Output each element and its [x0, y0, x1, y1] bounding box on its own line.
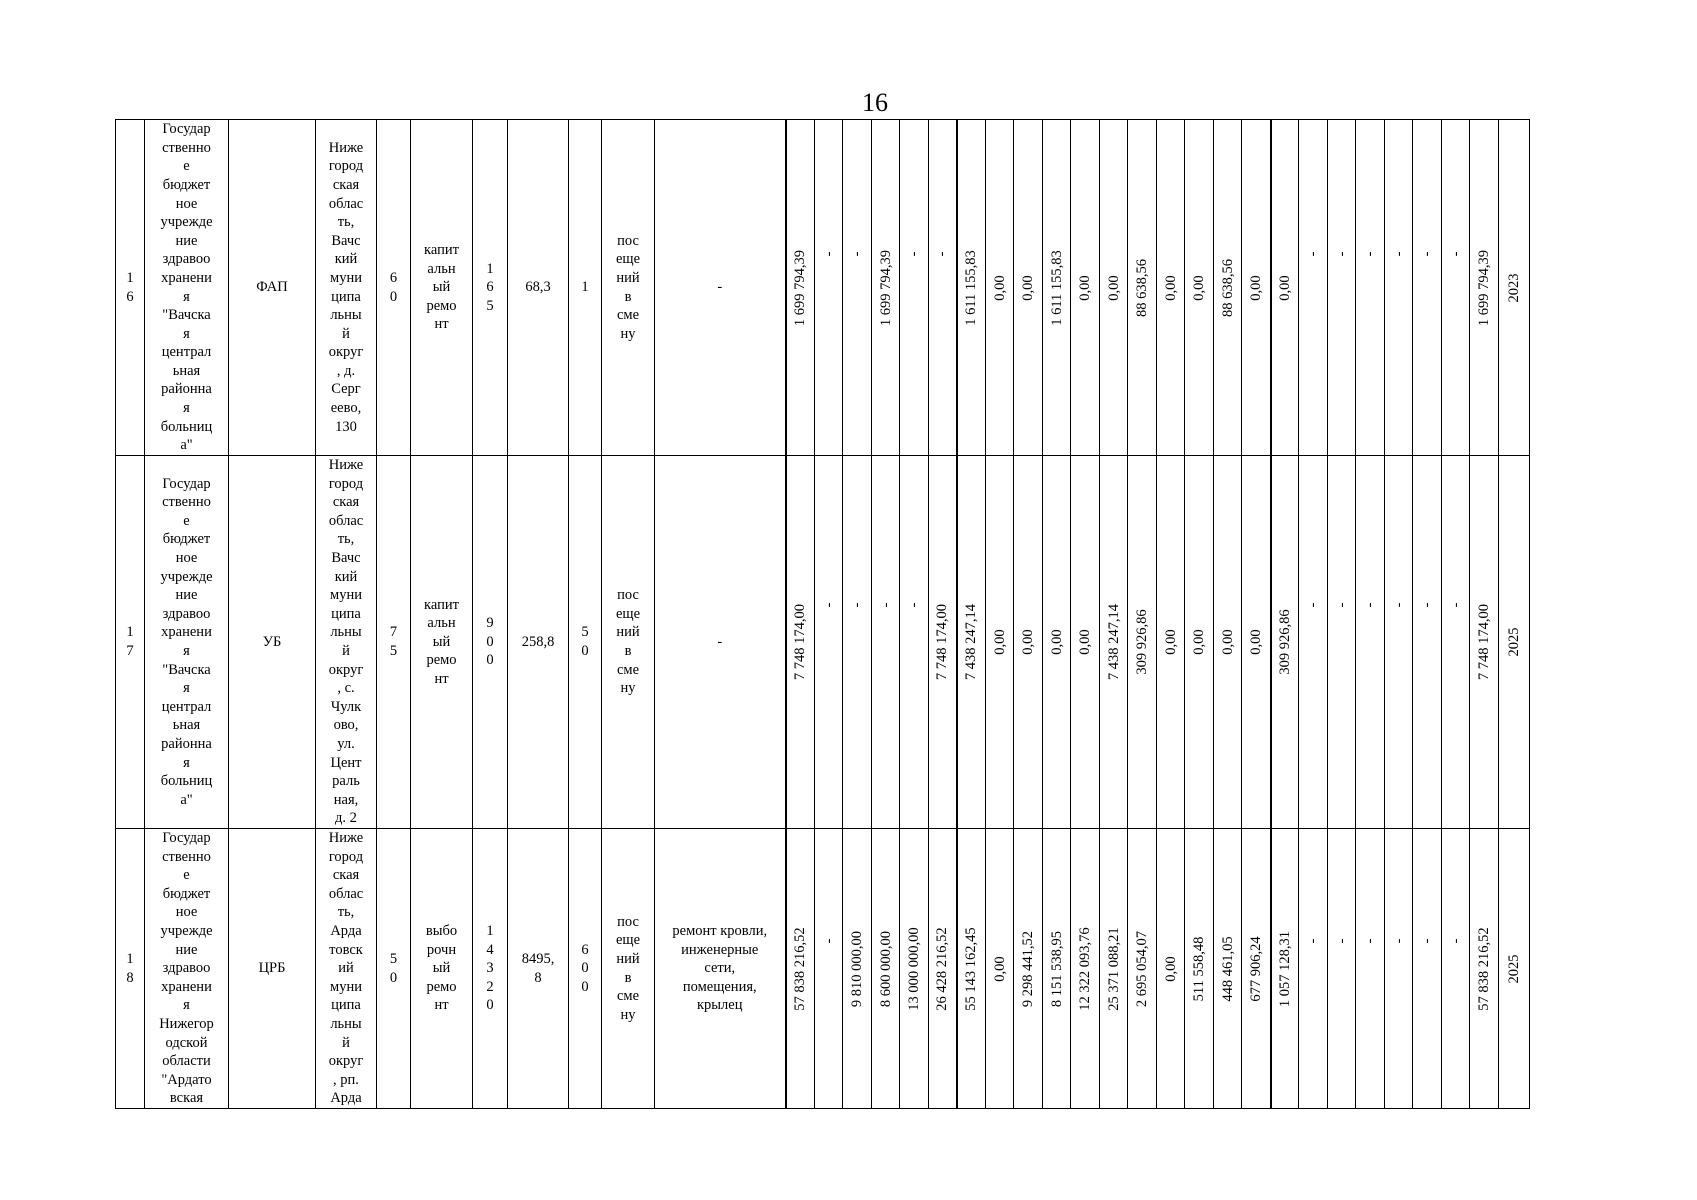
- facility-type-cell-text: УБ: [262, 633, 282, 650]
- table-row: [116, 456, 1530, 829]
- address-cell-text: Ниже город ская облас ть, Вачс кий муни ципа льны й округ , д. Серг еево, 130: [328, 139, 364, 435]
- value-cell: [1128, 120, 1157, 456]
- value-cell: [986, 456, 1014, 829]
- staff-cell-text: 6 0 0: [581, 941, 589, 995]
- area-cell: [508, 120, 569, 456]
- value-text: 0,00: [1077, 274, 1093, 301]
- value-text: -: [1362, 602, 1378, 608]
- value-cell: [1043, 120, 1071, 456]
- value-cell: [1328, 829, 1356, 1109]
- value-text: 2023: [1506, 273, 1522, 302]
- institution-cell-text: Государ ственно е бюджет ное учрежде ние здравоо хранени я "Вачска я централ ьная районна я больниц а": [160, 475, 213, 808]
- facility-type-cell-text: ФАП: [256, 279, 288, 296]
- value-text: -: [1305, 938, 1321, 944]
- capacity-cell: [377, 829, 411, 1109]
- value-text: -: [1390, 602, 1407, 608]
- staff-cell: [569, 456, 602, 829]
- work-type-cell: [411, 120, 473, 456]
- value-text: 9 810 000,00: [849, 930, 865, 1007]
- value-text: 0,00: [1162, 274, 1179, 301]
- count-cell-text: 1 6 5: [486, 260, 494, 314]
- value-text: 0,00: [1162, 955, 1179, 982]
- value-cell: [1157, 120, 1185, 456]
- value-text: -: [1362, 251, 1378, 257]
- value-text: 0,00: [1191, 274, 1207, 301]
- value-cell: [1271, 120, 1299, 456]
- value-cell: [1442, 120, 1470, 456]
- value-text: 9 298 441,52: [1020, 930, 1036, 1007]
- unit-cell-text: пос еще ний в сме ну: [615, 232, 641, 342]
- value-text: 1 611 155,83: [963, 249, 980, 326]
- value-text: -: [820, 602, 837, 608]
- value-text: 0,00: [1020, 629, 1036, 655]
- description-cell-text: ремонт кровли, инженерные сети, помещения, крылец: [672, 923, 768, 1014]
- value-cell: [1071, 120, 1100, 456]
- value-cell: [786, 829, 815, 1109]
- capacity-cell-text: 7 5: [389, 624, 398, 659]
- row-number-cell-text: 1 6: [126, 269, 134, 305]
- work-type-cell-text: капит альн ый ремо нт: [424, 596, 459, 687]
- value-text: -: [820, 938, 837, 944]
- value-cell: [1271, 829, 1299, 1109]
- value-cell: [929, 120, 957, 456]
- value-cell: [1185, 120, 1214, 456]
- value-text: -: [1419, 251, 1435, 257]
- value-cell: [1385, 829, 1413, 1109]
- value-text: 0,00: [1191, 629, 1207, 655]
- value-cell: [1356, 120, 1385, 456]
- value-text: 8 600 000,00: [877, 930, 894, 1007]
- value-cell: [843, 456, 872, 829]
- value-cell: [1328, 456, 1356, 829]
- value-text: 0,00: [1219, 629, 1236, 655]
- unit-cell-text: пос еще ний в сме ну: [615, 913, 641, 1023]
- description-cell-text: -: [717, 279, 723, 296]
- address-cell: [316, 120, 377, 456]
- value-cell: [1100, 829, 1128, 1109]
- value-cell: [1499, 456, 1530, 829]
- work-type-cell-text: выбо рочн ый ремо нт: [425, 923, 458, 1014]
- value-text: 1 611 155,83: [1048, 249, 1065, 326]
- value-text: 55 143 162,45: [963, 926, 980, 1011]
- value-cell: [1043, 456, 1071, 829]
- value-cell: [929, 829, 957, 1109]
- value-text: 57 838 216,52: [1476, 926, 1492, 1011]
- value-text: 7 438 247,14: [963, 603, 980, 681]
- count-cell: [473, 120, 508, 456]
- value-text: 7 748 174,00: [1476, 603, 1492, 681]
- value-cell: [900, 829, 929, 1109]
- value-text: -: [934, 251, 951, 257]
- value-text: -: [849, 602, 865, 608]
- value-text: -: [1390, 938, 1407, 944]
- description-cell: [655, 456, 786, 829]
- value-cell: [900, 456, 929, 829]
- value-cell: [1242, 456, 1271, 829]
- unit-cell-text: пос еще ний в сме ну: [615, 587, 641, 697]
- description-cell: [655, 120, 786, 456]
- value-cell: [786, 120, 815, 456]
- table-row: [116, 120, 1530, 456]
- value-text: 1 699 794,39: [877, 249, 894, 326]
- value-cell: [1242, 829, 1271, 1109]
- value-text: -: [820, 251, 837, 257]
- value-cell: [1271, 456, 1299, 829]
- value-cell: [1014, 120, 1043, 456]
- row-number-cell-text: 1 7: [126, 624, 134, 659]
- value-text: 0,00: [1276, 274, 1293, 301]
- value-text: -: [877, 602, 894, 608]
- value-text: 1 699 794,39: [792, 249, 809, 326]
- value-text: 448 461,05: [1219, 935, 1236, 1002]
- value-cell: [1356, 829, 1385, 1109]
- value-text: 511 558,48: [1191, 936, 1207, 1001]
- value-cell: [986, 829, 1014, 1109]
- value-text: -: [906, 602, 922, 608]
- institution-cell: [145, 456, 229, 829]
- area-cell: [508, 829, 569, 1109]
- facility-type-cell: [229, 456, 316, 829]
- value-cell: [1157, 456, 1185, 829]
- address-cell: [316, 456, 377, 829]
- value-text: -: [906, 251, 922, 257]
- value-cell: [815, 456, 843, 829]
- value-cell: [1214, 829, 1242, 1109]
- value-cell: [1356, 456, 1385, 829]
- value-text: 7 438 247,14: [1105, 603, 1122, 681]
- value-cell: [1470, 120, 1499, 456]
- address-cell: [316, 829, 377, 1109]
- value-text: 2025: [1506, 627, 1522, 657]
- row-number-cell: [116, 829, 145, 1109]
- value-cell: [900, 120, 929, 456]
- value-text: 0,00: [1105, 274, 1122, 301]
- value-text: 2 695 054,07: [1134, 930, 1150, 1007]
- capacity-cell: [377, 456, 411, 829]
- value-cell: [872, 120, 900, 456]
- capacity-cell: [377, 120, 411, 456]
- value-cell: [843, 120, 872, 456]
- address-cell-text: Ниже город ская облас ть, Вачс кий муни ципа льны й округ , с. Чулк ово, ул. Цент раль ная, д. 2: [328, 457, 364, 827]
- address-cell-text: Ниже город ская облас ть, Арда товск ий муни ципа льны й округ , рп. Арда: [328, 830, 364, 1107]
- value-cell: [872, 829, 900, 1109]
- facility-type-cell: [229, 829, 316, 1109]
- value-cell: [1128, 456, 1157, 829]
- unit-cell: [602, 456, 655, 829]
- row-number-cell-text: 1 8: [126, 950, 134, 986]
- value-cell: [1328, 120, 1356, 456]
- work-type-cell: [411, 456, 473, 829]
- value-cell: [1242, 120, 1271, 456]
- value-text: -: [1333, 938, 1350, 944]
- area-cell-text: 8495, 8: [521, 950, 555, 986]
- value-cell: [786, 456, 815, 829]
- facility-type-cell: [229, 120, 316, 456]
- value-cell: [957, 120, 986, 456]
- value-cell: [815, 829, 843, 1109]
- value-text: 0,00: [991, 629, 1008, 655]
- value-text: -: [1305, 602, 1321, 608]
- value-cell: [957, 456, 986, 829]
- institution-cell-text: Государ ственно е бюджет ное учрежде ние здравоо хранени я "Вачска я централ ьная районна я больниц а": [160, 121, 213, 454]
- value-cell: [1214, 120, 1242, 456]
- value-cell: [1043, 829, 1071, 1109]
- value-cell: [1499, 829, 1530, 1109]
- value-cell: [1299, 456, 1328, 829]
- value-cell: [1071, 456, 1100, 829]
- value-text: 57 838 216,52: [792, 926, 809, 1011]
- description-cell-text: -: [717, 633, 723, 650]
- staff-cell: [569, 829, 602, 1109]
- value-cell: [1014, 456, 1043, 829]
- value-cell: [1299, 829, 1328, 1109]
- value-cell: [1413, 829, 1442, 1109]
- value-text: 0,00: [1247, 274, 1264, 301]
- value-text: -: [1447, 938, 1464, 944]
- value-text: 1 057 128,31: [1276, 930, 1293, 1007]
- capacity-cell-text: 5 0: [389, 950, 398, 986]
- value-text: -: [1333, 251, 1350, 257]
- value-cell: [957, 829, 986, 1109]
- capacity-cell-text: 6 0: [389, 269, 398, 305]
- value-text: 0,00: [1048, 629, 1065, 655]
- value-cell: [1014, 829, 1043, 1109]
- value-text: 26 428 216,52: [934, 926, 951, 1011]
- facility-type-cell-text: ЦРБ: [258, 960, 286, 977]
- value-text: -: [849, 251, 865, 257]
- value-text: -: [1333, 602, 1350, 608]
- value-text: -: [1419, 938, 1435, 944]
- value-cell: [843, 829, 872, 1109]
- value-text: 88 638,56: [1134, 258, 1150, 317]
- value-text: 0,00: [1247, 629, 1264, 655]
- value-text: 0,00: [991, 274, 1008, 301]
- data-table: [115, 119, 1530, 1109]
- value-text: 677 906,24: [1247, 935, 1264, 1002]
- value-cell: [815, 120, 843, 456]
- value-cell: [1100, 456, 1128, 829]
- count-cell-text: 9 0 0: [486, 615, 494, 669]
- value-cell: [1385, 120, 1413, 456]
- value-text: 8 151 538,95: [1048, 930, 1065, 1007]
- count-cell: [473, 456, 508, 829]
- staff-cell: [569, 120, 602, 456]
- count-cell: [473, 829, 508, 1109]
- value-text: 25 371 088,21: [1105, 926, 1122, 1011]
- area-cell-text: 258,8: [521, 633, 555, 650]
- value-text: 1 699 794,39: [1476, 249, 1492, 326]
- value-text: 7 748 174,00: [792, 603, 809, 681]
- value-cell: [1442, 456, 1470, 829]
- count-cell-text: 1 4 3 2 0: [486, 923, 494, 1014]
- work-type-cell-text: капит альн ый ремо нт: [424, 242, 459, 333]
- value-text: -: [1447, 251, 1464, 257]
- value-text: -: [1305, 251, 1321, 257]
- value-text: 309 926,86: [1134, 609, 1150, 675]
- unit-cell: [602, 829, 655, 1109]
- value-text: -: [1362, 938, 1378, 944]
- value-cell: [1385, 456, 1413, 829]
- table-row: [116, 829, 1530, 1109]
- row-number-cell: [116, 456, 145, 829]
- staff-cell-text: 5 0: [581, 624, 589, 659]
- staff-cell-text: 1: [581, 279, 589, 296]
- value-text: 0,00: [1162, 629, 1179, 655]
- description-cell: [655, 829, 786, 1109]
- institution-cell-text: Государ ственно е бюджет ное учрежде ние здравоо хранени я Нижегор одской области "Ардато вская: [159, 830, 214, 1107]
- value-text: 0,00: [1020, 274, 1036, 301]
- value-text: 2025: [1506, 954, 1522, 983]
- work-type-cell: [411, 829, 473, 1109]
- value-text: -: [1447, 602, 1464, 608]
- value-cell: [1470, 456, 1499, 829]
- area-cell-text: 68,3: [525, 279, 551, 296]
- value-text: 309 926,86: [1276, 609, 1293, 675]
- unit-cell: [602, 120, 655, 456]
- value-cell: [1185, 456, 1214, 829]
- area-cell: [508, 456, 569, 829]
- value-cell: [1413, 456, 1442, 829]
- value-cell: [1185, 829, 1214, 1109]
- value-cell: [872, 456, 900, 829]
- value-cell: [986, 120, 1014, 456]
- value-cell: [1157, 829, 1185, 1109]
- value-cell: [1214, 456, 1242, 829]
- value-cell: [1299, 120, 1328, 456]
- value-text: -: [1419, 602, 1435, 608]
- institution-cell: [145, 120, 229, 456]
- page-number: 16: [862, 88, 888, 117]
- value-text: 7 748 174,00: [934, 603, 951, 681]
- institution-cell: [145, 829, 229, 1109]
- value-cell: [1413, 120, 1442, 456]
- value-cell: [1499, 120, 1530, 456]
- value-cell: [1128, 829, 1157, 1109]
- value-cell: [929, 456, 957, 829]
- value-text: 0,00: [1077, 629, 1093, 655]
- value-cell: [1100, 120, 1128, 456]
- value-text: 0,00: [991, 955, 1008, 982]
- value-cell: [1442, 829, 1470, 1109]
- value-text: -: [1390, 251, 1407, 257]
- value-cell: [1470, 829, 1499, 1109]
- value-text: 13 000 000,00: [906, 926, 922, 1011]
- value-cell: [1071, 829, 1100, 1109]
- value-text: 88 638,56: [1219, 258, 1236, 317]
- row-number-cell: [116, 120, 145, 456]
- value-text: 12 322 093,76: [1077, 926, 1093, 1011]
